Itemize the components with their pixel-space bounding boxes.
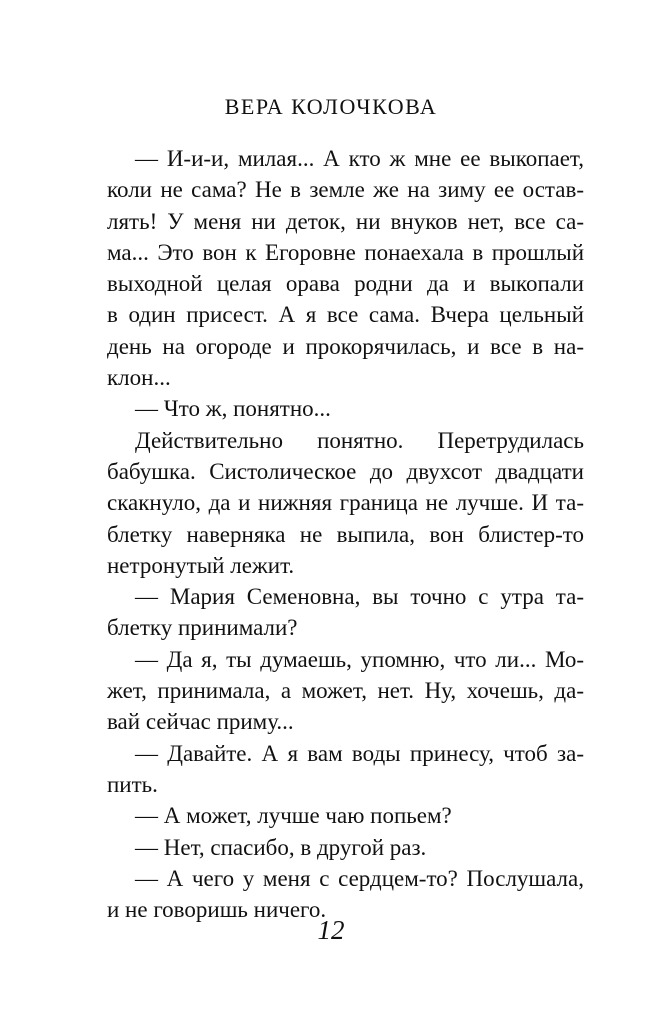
text-line: блетку принимали? — [107, 615, 298, 641]
text-line: — И-и-и, милая... А кто ж мне ее выкопает, — [135, 146, 584, 171]
text-line: скакнуло, да и нижняя граница не лучше. И та- — [107, 490, 584, 516]
running-head-author: ВЕРА КОЛОЧКОВА — [224, 94, 438, 119]
text-line: в один присест. А я все сама. Вчера цельный — [107, 302, 584, 328]
text-line: — А может, лучше чаю попьем? — [135, 803, 452, 829]
text-line: клон... — [107, 365, 171, 391]
text-line: — Что ж, понятно... — [135, 396, 331, 422]
text-line: пить. — [107, 771, 158, 797]
text-line: коли не сама? Не в земле же на зиму ее остав- — [107, 177, 584, 203]
text-line: блетку наверняка не выпила, вон блистер-то — [107, 521, 584, 547]
body-text — [107, 143, 584, 925]
text-line: — Мария Семеновна, вы точно с утра та- — [135, 584, 584, 610]
text-line: — Да я, ты думаешь, упомню, что ли... Мо- — [135, 646, 584, 672]
text-line: — Давайте. А я вам воды принесу, чтоб за- — [135, 740, 584, 766]
text-line: бабушка. Систолическое до двухсот двадцати — [107, 458, 584, 484]
text-line: Действительно понятно. Перетрудилась — [135, 427, 584, 453]
text-line: день на огороде и прокорячилась, и все в на- — [107, 333, 584, 359]
text-line: вай сейчас приму... — [107, 709, 294, 735]
text-line: лять! У меня ни деток, ни внуков нет, все са- — [107, 208, 584, 234]
text-line: — А чего у меня с сердцем-то? Послушала, — [135, 865, 584, 891]
text-line: — Нет, спасибо, в другой раз. — [135, 834, 427, 860]
page-number: 12 — [317, 915, 345, 945]
text-line: ма... Это вон к Егоровне понаехала в прошлый — [107, 239, 584, 265]
text-line: и не говоришь ничего. — [107, 897, 327, 923]
text-line: нетронутый лежит. — [107, 552, 295, 578]
text-line: жет, принимала, а может, нет. Ну, хочешь, да- — [107, 678, 584, 704]
text-line: выходной целая орава родни да и выкопали — [107, 271, 584, 297]
